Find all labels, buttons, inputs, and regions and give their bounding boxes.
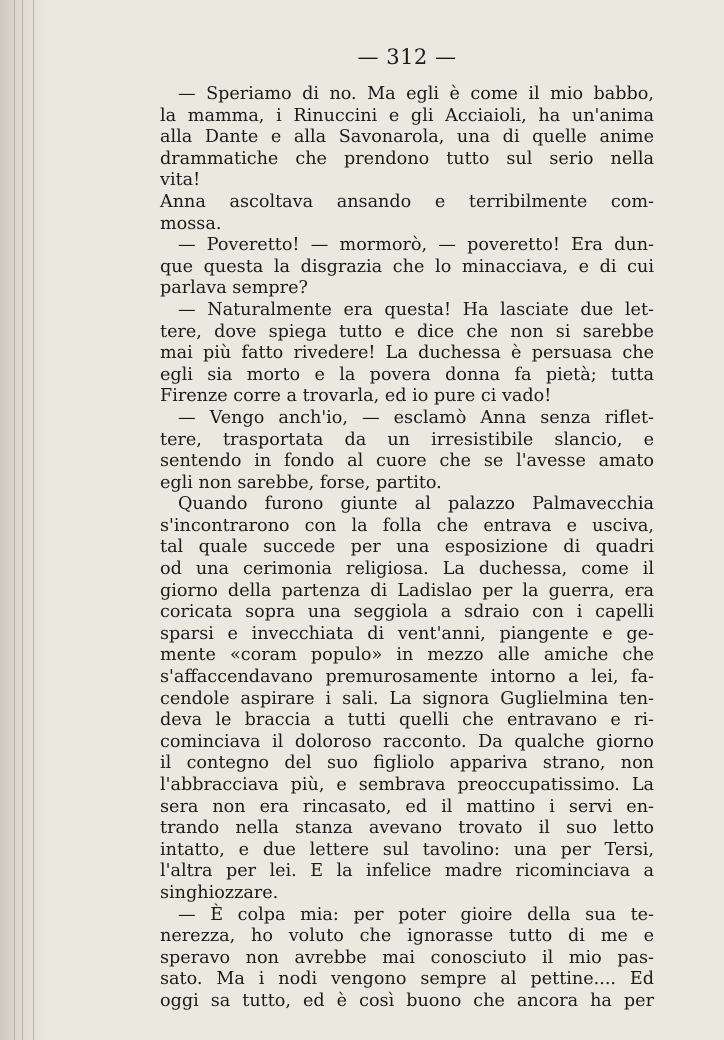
text-line: singhiozzare.	[160, 882, 279, 903]
text-line: egli non sarebbe, forse, partito.	[160, 472, 442, 493]
text-line: oggi sa tutto, ed è così buono che ancora ha per	[160, 990, 654, 1011]
text-line: vita!	[160, 170, 201, 191]
text-line: Firenze corre a trovarla, ed io pure ci vado!	[160, 386, 552, 407]
text-line: mossa.	[160, 213, 222, 234]
text-line: sato. Ma i nodi vengono sempre al pettine.... Ed	[160, 969, 654, 990]
text-line: od una cerimonia religiosa. La duchessa, come il	[160, 559, 654, 580]
paragraph	[160, 905, 654, 1013]
text-body	[160, 84, 654, 1013]
text-line: egli sia morto e la povera donna fa pietà; tutta	[160, 364, 654, 385]
text-line: parlava sempre?	[160, 278, 308, 299]
text-line: deva le braccia a tutti quelli che entravano e ri-	[160, 710, 654, 731]
text-line: coricata sopra una seggiola a sdraio con i capelli	[160, 602, 654, 623]
text-line: que questa la disgrazia che lo minacciava, e di cui	[160, 256, 654, 277]
page-number: — 312 —	[357, 45, 457, 69]
text-line: — Naturalmente era questa! Ha lasciate due let-	[178, 299, 654, 320]
text-line: il contegno del suo figliolo appariva strano, non	[160, 753, 654, 774]
text-line: — Speriamo di no. Ma egli è come il mio babbo,	[178, 84, 654, 104]
text-line: mai più fatto rivedere! La duchessa è persuasa che	[160, 343, 654, 364]
text-line: alla Dante e alla Savonarola, una di quelle anime	[160, 127, 654, 148]
paragraph	[160, 300, 654, 408]
text-line: drammatiche che prendono tutto sul serio nella	[160, 148, 654, 169]
text-line: sera non era rincasato, ed il mattino i servi en-	[160, 796, 654, 817]
paragraph	[160, 192, 654, 235]
text-line: sparsi e invecchiata di vent'anni, piangente e ge-	[160, 623, 654, 644]
book-page	[160, 44, 654, 1013]
text-line: tere, trasportata da un irresistibile slancio, e	[160, 429, 654, 450]
text-line: l'altra per lei. E la infelice madre ricominciava a	[160, 861, 654, 882]
text-line: giorno della partenza di Ladislao per la guerra, era	[160, 580, 654, 601]
paragraph	[160, 84, 654, 192]
text-line: tal quale succede per una esposizione di quadri	[160, 537, 654, 558]
text-line: — Vengo anch'io, — esclamò Anna senza riflet-	[178, 407, 654, 428]
text-line: tere, dove spiega tutto e dice che non si sarebbe	[160, 321, 654, 342]
text-line: intatto, e due lettere sul tavolino: una per Tersi,	[160, 839, 654, 860]
paragraph	[160, 235, 654, 300]
text-line: speravo non avrebbe mai conosciuto il mio pas-	[160, 947, 654, 968]
paragraph	[160, 494, 654, 904]
text-line: s'affaccendavano premurosamente intorno a lei, fa-	[160, 667, 654, 688]
text-line: Quando furono giunte al palazzo Palmavecchia	[178, 494, 654, 515]
text-line: Anna ascoltava ansando e terribilmente com-	[160, 191, 654, 212]
text-line: sentendo in fondo al cuore che se l'avesse amato	[160, 451, 654, 472]
paragraph	[160, 408, 654, 494]
text-line: cendole aspirare i sali. La signora Guglielmina ten-	[160, 688, 654, 709]
text-line: la mamma, i Rinuccini e gli Acciaioli, ha un'anima	[160, 105, 654, 126]
page-gutter-shadow	[0, 0, 46, 1040]
text-line: trando nella stanza avevano trovato il suo letto	[160, 818, 654, 839]
text-line: nerezza, ho voluto che ignorasse tutto di me e	[160, 926, 654, 947]
text-line: cominciava il doloroso racconto. Da qualche giorno	[160, 731, 654, 752]
text-line: s'incontrarono con la folla che entrava e usciva,	[160, 515, 654, 536]
text-line: mente «coram populo» in mezzo alle amiche che	[160, 645, 654, 666]
text-line: l'abbracciava più, e sembrava preoccupatissimo. La	[160, 775, 654, 795]
text-line: — È colpa mia: per poter gioire della sua te-	[178, 904, 654, 925]
text-line: — Poveretto! — mormorò, — poveretto! Era dun-	[178, 235, 654, 256]
